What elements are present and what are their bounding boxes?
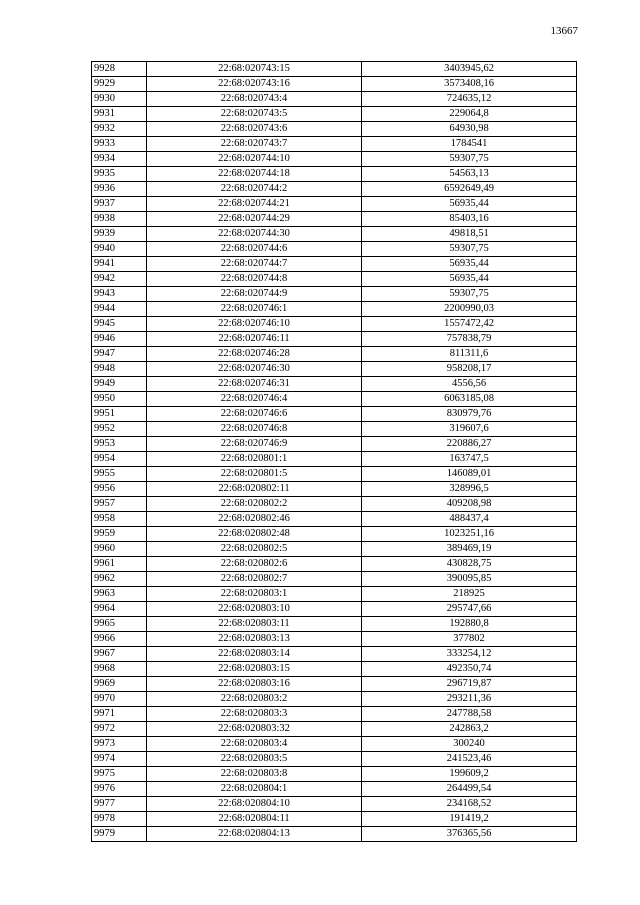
table-row [92,92,577,107]
row-number-cell: 9954 [92,452,147,467]
cadastral-value-cell: 192880,8 [362,617,577,632]
cadastral-value-cell: 59307,75 [362,287,577,302]
row-number-cell: 9950 [92,392,147,407]
table-body [92,62,577,842]
row-number-cell: 9945 [92,317,147,332]
table-row [92,692,577,707]
table-row [92,812,577,827]
row-number-cell: 9978 [92,812,147,827]
table-row [92,212,577,227]
cadastral-value-cell: 64930,98 [362,122,577,137]
cadastral-value-cell: 146089,01 [362,467,577,482]
cadastral-number-cell: 22:68:020803:8 [147,767,362,782]
row-number-cell: 9949 [92,377,147,392]
table-row [92,332,577,347]
cadastral-number-cell: 22:68:020803:2 [147,692,362,707]
cadastral-value-cell: 54563,13 [362,167,577,182]
cadastral-number-cell: 22:68:020801:5 [147,467,362,482]
row-number-cell: 9939 [92,227,147,242]
table-row [92,302,577,317]
cadastral-value-cell: 390095,85 [362,572,577,587]
cadastral-number-cell: 22:68:020744:10 [147,152,362,167]
row-number-cell: 9968 [92,662,147,677]
table-row [92,377,577,392]
row-number-cell: 9930 [92,92,147,107]
row-number-cell: 9961 [92,557,147,572]
cadastral-value-cell: 1784541 [362,137,577,152]
cadastral-number-cell: 22:68:020803:15 [147,662,362,677]
cadastral-value-cell: 300240 [362,737,577,752]
table-row [92,62,577,77]
row-number-cell: 9943 [92,287,147,302]
table-row [92,152,577,167]
cadastral-number-cell: 22:68:020744:30 [147,227,362,242]
row-number-cell: 9972 [92,722,147,737]
cadastral-value-cell: 389469,19 [362,542,577,557]
table-row [92,587,577,602]
table-row [92,122,577,137]
cadastral-number-cell: 22:68:020802:48 [147,527,362,542]
table-row [92,77,577,92]
row-number-cell: 9976 [92,782,147,797]
row-number-cell: 9952 [92,422,147,437]
cadastral-value-cell: 296719,87 [362,677,577,692]
table-row [92,287,577,302]
cadastral-value-cell: 811311,6 [362,347,577,362]
cadastral-number-cell: 22:68:020802:46 [147,512,362,527]
cadastral-number-cell: 22:68:020803:1 [147,587,362,602]
row-number-cell: 9967 [92,647,147,662]
cadastral-number-cell: 22:68:020802:2 [147,497,362,512]
table-row [92,182,577,197]
cadastral-value-cell: 4556,56 [362,377,577,392]
cadastral-number-cell: 22:68:020803:11 [147,617,362,632]
cadastral-number-cell: 22:68:020743:4 [147,92,362,107]
table-row [92,272,577,287]
cadastral-value-cell: 220886,27 [362,437,577,452]
cadastral-number-cell: 22:68:020803:4 [147,737,362,752]
row-number-cell: 9965 [92,617,147,632]
table-row [92,167,577,182]
table-row [92,452,577,467]
cadastral-number-cell: 22:68:020746:31 [147,377,362,392]
cadastral-number-cell: 22:68:020803:5 [147,752,362,767]
row-number-cell: 9955 [92,467,147,482]
cadastral-value-cell: 163747,5 [362,452,577,467]
cadastral-number-cell: 22:68:020803:13 [147,632,362,647]
table-row [92,467,577,482]
cadastral-value-cell: 293211,36 [362,692,577,707]
table-row [92,317,577,332]
table-row [92,407,577,422]
table-row [92,662,577,677]
cadastral-value-cell: 958208,17 [362,362,577,377]
table-row [92,512,577,527]
table-row [92,617,577,632]
cadastral-value-cell: 234168,52 [362,797,577,812]
row-number-cell: 9942 [92,272,147,287]
cadastral-number-cell: 22:68:020743:7 [147,137,362,152]
cadastral-value-cell: 85403,16 [362,212,577,227]
row-number-cell: 9946 [92,332,147,347]
cadastral-value-cell: 3403945,62 [362,62,577,77]
table-row [92,647,577,662]
cadastral-value-cell: 376365,56 [362,827,577,842]
table-row [92,782,577,797]
cadastral-number-cell: 22:68:020743:16 [147,77,362,92]
row-number-cell: 9977 [92,797,147,812]
cadastral-value-cell: 199609,2 [362,767,577,782]
cadastral-value-cell: 264499,54 [362,782,577,797]
table-row [92,767,577,782]
table-row [92,257,577,272]
cadastral-value-cell: 492350,74 [362,662,577,677]
table-row [92,107,577,122]
cadastral-value-cell: 229064,8 [362,107,577,122]
cadastral-value-cell: 1557472,42 [362,317,577,332]
cadastral-number-cell: 22:68:020744:8 [147,272,362,287]
row-number-cell: 9935 [92,167,147,182]
cadastral-value-cell: 328996,5 [362,482,577,497]
table-row [92,242,577,257]
table-row [92,362,577,377]
cadastral-value-cell: 59307,75 [362,152,577,167]
row-number-cell: 9928 [92,62,147,77]
cadastral-value-cell: 49818,51 [362,227,577,242]
row-number-cell: 9958 [92,512,147,527]
table-row [92,437,577,452]
row-number-cell: 9966 [92,632,147,647]
cadastral-number-cell: 22:68:020744:7 [147,257,362,272]
cadastral-value-cell: 218925 [362,587,577,602]
table-row [92,572,577,587]
cadastral-number-cell: 22:68:020746:8 [147,422,362,437]
row-number-cell: 9959 [92,527,147,542]
cadastral-value-table [91,61,577,842]
cadastral-number-cell: 22:68:020803:14 [147,647,362,662]
cadastral-number-cell: 22:68:020746:1 [147,302,362,317]
cadastral-number-cell: 22:68:020804:1 [147,782,362,797]
table-row [92,752,577,767]
row-number-cell: 9960 [92,542,147,557]
cadastral-number-cell: 22:68:020746:9 [147,437,362,452]
cadastral-number-cell: 22:68:020744:29 [147,212,362,227]
cadastral-number-cell: 22:68:020744:18 [147,167,362,182]
cadastral-value-cell: 2200990,03 [362,302,577,317]
cadastral-value-cell: 724635,12 [362,92,577,107]
row-number-cell: 9969 [92,677,147,692]
cadastral-value-cell: 830979,76 [362,407,577,422]
table-row [92,602,577,617]
table-row [92,527,577,542]
row-number-cell: 9971 [92,707,147,722]
cadastral-number-cell: 22:68:020744:21 [147,197,362,212]
row-number-cell: 9979 [92,827,147,842]
row-number-cell: 9938 [92,212,147,227]
row-number-cell: 9963 [92,587,147,602]
cadastral-number-cell: 22:68:020803:10 [147,602,362,617]
row-number-cell: 9964 [92,602,147,617]
row-number-cell: 9948 [92,362,147,377]
cadastral-number-cell: 22:68:020803:16 [147,677,362,692]
cadastral-value-cell: 757838,79 [362,332,577,347]
table-row [92,677,577,692]
row-number-cell: 9947 [92,347,147,362]
row-number-cell: 9931 [92,107,147,122]
table-row [92,392,577,407]
table-row [92,707,577,722]
row-number-cell: 9936 [92,182,147,197]
cadastral-value-cell: 6063185,08 [362,392,577,407]
table-row [92,137,577,152]
cadastral-number-cell: 22:68:020803:32 [147,722,362,737]
cadastral-value-cell: 409208,98 [362,497,577,512]
row-number-cell: 9974 [92,752,147,767]
table-row [92,557,577,572]
cadastral-value-cell: 242863,2 [362,722,577,737]
row-number-cell: 9944 [92,302,147,317]
cadastral-number-cell: 22:68:020804:11 [147,812,362,827]
table-row [92,227,577,242]
cadastral-value-cell: 191419,2 [362,812,577,827]
cadastral-number-cell: 22:68:020802:11 [147,482,362,497]
cadastral-number-cell: 22:68:020746:6 [147,407,362,422]
cadastral-value-cell: 333254,12 [362,647,577,662]
cadastral-number-cell: 22:68:020802:5 [147,542,362,557]
cadastral-value-cell: 241523,46 [362,752,577,767]
cadastral-value-cell: 247788,58 [362,707,577,722]
cadastral-value-cell: 319607,6 [362,422,577,437]
cadastral-value-cell: 1023251,16 [362,527,577,542]
table-row [92,797,577,812]
table-row [92,722,577,737]
cadastral-number-cell: 22:68:020744:2 [147,182,362,197]
cadastral-number-cell: 22:68:020804:13 [147,827,362,842]
row-number-cell: 9975 [92,767,147,782]
row-number-cell: 9956 [92,482,147,497]
table-row [92,542,577,557]
row-number-cell: 9933 [92,137,147,152]
table-row [92,197,577,212]
table-row [92,497,577,512]
cadastral-value-cell: 6592649,49 [362,182,577,197]
row-number-cell: 9941 [92,257,147,272]
row-number-cell: 9951 [92,407,147,422]
cadastral-value-cell: 488437,4 [362,512,577,527]
cadastral-value-cell: 56935,44 [362,197,577,212]
cadastral-number-cell: 22:68:020804:10 [147,797,362,812]
table-row [92,827,577,842]
table-row [92,347,577,362]
table-row [92,422,577,437]
row-number-cell: 9937 [92,197,147,212]
cadastral-value-cell: 56935,44 [362,257,577,272]
cadastral-value-cell: 59307,75 [362,242,577,257]
row-number-cell: 9932 [92,122,147,137]
row-number-cell: 9973 [92,737,147,752]
cadastral-number-cell: 22:68:020743:6 [147,122,362,137]
cadastral-value-cell: 3573408,16 [362,77,577,92]
cadastral-number-cell: 22:68:020746:11 [147,332,362,347]
cadastral-value-cell: 430828,75 [362,557,577,572]
cadastral-number-cell: 22:68:020743:5 [147,107,362,122]
row-number-cell: 9970 [92,692,147,707]
table-row [92,632,577,647]
cadastral-number-cell: 22:68:020801:1 [147,452,362,467]
table-row [92,737,577,752]
cadastral-number-cell: 22:68:020802:6 [147,557,362,572]
cadastral-number-cell: 22:68:020744:6 [147,242,362,257]
cadastral-number-cell: 22:68:020746:4 [147,392,362,407]
cadastral-value-cell: 377802 [362,632,577,647]
cadastral-value-cell: 56935,44 [362,272,577,287]
row-number-cell: 9953 [92,437,147,452]
cadastral-number-cell: 22:68:020743:15 [147,62,362,77]
cadastral-number-cell: 22:68:020802:7 [147,572,362,587]
cadastral-number-cell: 22:68:020746:28 [147,347,362,362]
cadastral-number-cell: 22:68:020746:30 [147,362,362,377]
page-number: 13667 [550,25,578,37]
cadastral-number-cell: 22:68:020746:10 [147,317,362,332]
row-number-cell: 9929 [92,77,147,92]
cadastral-number-cell: 22:68:020744:9 [147,287,362,302]
row-number-cell: 9962 [92,572,147,587]
cadastral-number-cell: 22:68:020803:3 [147,707,362,722]
row-number-cell: 9940 [92,242,147,257]
row-number-cell: 9957 [92,497,147,512]
table-row [92,482,577,497]
row-number-cell: 9934 [92,152,147,167]
cadastral-value-cell: 295747,66 [362,602,577,617]
